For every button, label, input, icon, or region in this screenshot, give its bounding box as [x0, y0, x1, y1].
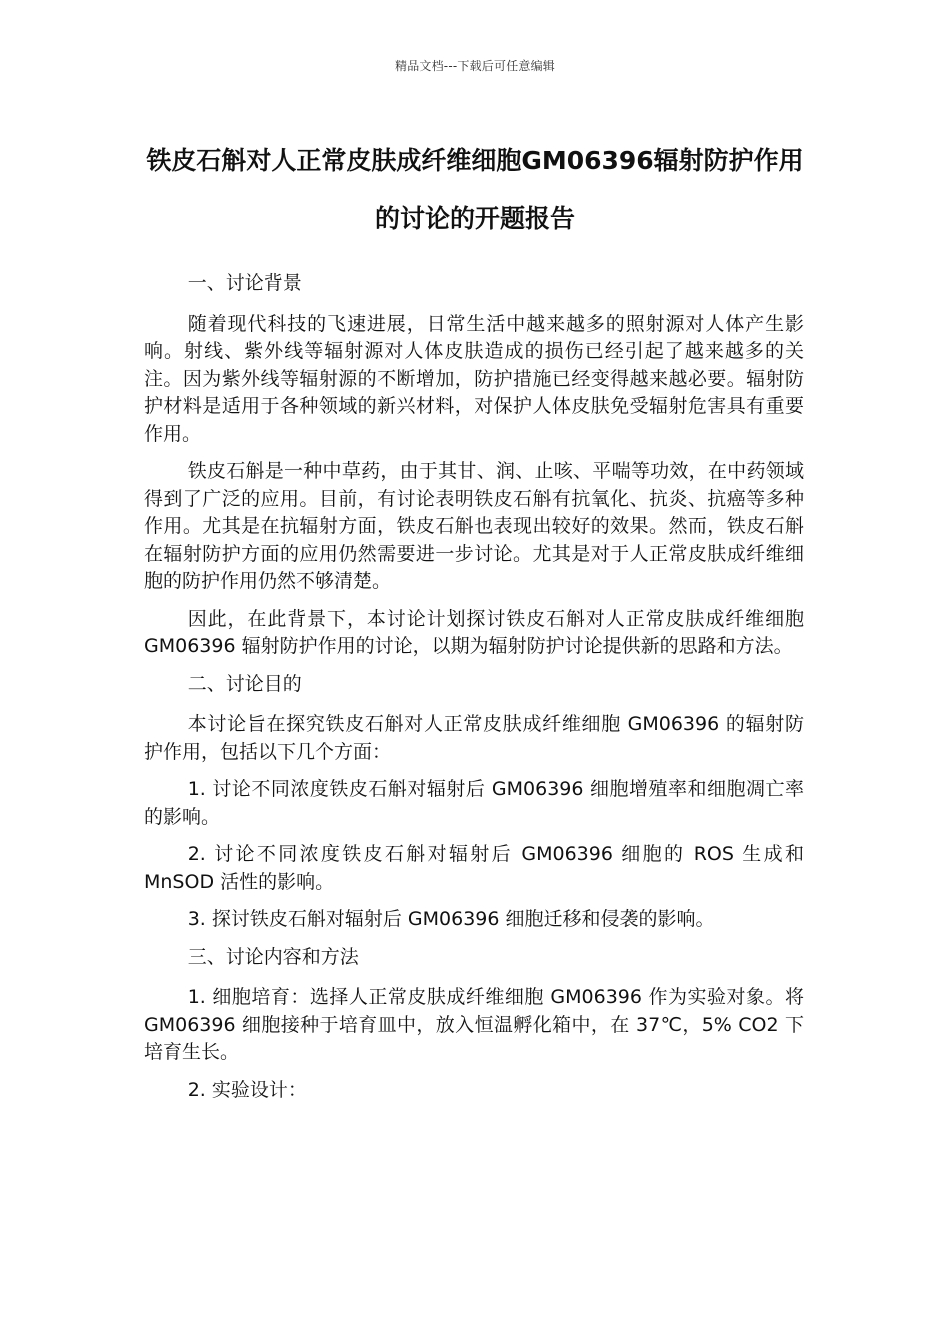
- document-body: [144, 270, 804, 1114]
- paragraph-purpose-intro: 本讨论旨在探究铁皮石斛对人正常皮肤成纤维细胞 GM06396 的辐射防护作用，包括以下几个方面：: [144, 713, 804, 763]
- header-note: 精品文档---下载后可任意编辑: [395, 59, 555, 73]
- paragraph-background-3: 因此，在此背景下，本讨论计划探讨铁皮石斛对人正常皮肤成纤维细胞 GM06396 辐射防护作用的讨论，以期为辐射防护讨论提供新的思路和方法。: [144, 607, 804, 657]
- paragraph-background-1: 随着现代科技的飞速进展，日常生活中越来越多的照射源对人体产生影响。射线、紫外线等辐射源对人体皮肤造成的损伤已经引起了越来越多的关注。因为紫外线等辐射源的不断增加，防护措施已经变得越来越必要。辐射防护材料是适用于各种领域的新兴材料，对保护人体皮肤免受辐射危害具有重要作用。: [144, 312, 804, 445]
- list-item-purpose-3: 3. 探讨铁皮石斛对辐射后 GM06396 细胞迁移和侵袭的影响。: [187, 908, 715, 930]
- document-title: 铁皮石斛对人正常皮肤成纤维细胞GM06396辐射防护作用的讨论的开题报告: [146, 146, 804, 233]
- list-item-methods-1: 1. 细胞培育：选择人正常皮肤成纤维细胞 GM06396 作为实验对象。将 GM06396 细胞接种于培育皿中，放入恒温孵化箱中，在 37℃，5% CO2 下培育生长。: [144, 986, 804, 1063]
- section-heading-background: 一、讨论背景: [187, 272, 302, 294]
- list-item-purpose-1: 1. 讨论不同浓度铁皮石斛对辐射后 GM06396 细胞增殖率和细胞凋亡率的影响。: [144, 778, 804, 828]
- paragraph-background-2: 铁皮石斛是一种中草药，由于其甘、润、止咳、平喘等功效，在中药领域得到了广泛的应用。目前，有讨论表明铁皮石斛有抗氧化、抗炎、抗癌等多种作用。尤其是在抗辐射方面，铁皮石斛也表现出较好的效果。然而，铁皮石斛在辐射防护方面的应用仍然需要进一步讨论。尤其是对于人正常皮肤成纤维细胞的防护作用仍然不够清楚。: [144, 460, 804, 592]
- list-item-purpose-2: 2. 讨论不同浓度铁皮石斛对辐射后 GM06396 细胞的 ROS 生成和 MnSOD 活性的影响。: [144, 843, 804, 893]
- section-heading-methods: 三、讨论内容和方法: [187, 945, 359, 968]
- list-item-methods-2: 2. 实验设计：: [187, 1078, 307, 1101]
- section-heading-purpose: 二、讨论目的: [187, 672, 302, 695]
